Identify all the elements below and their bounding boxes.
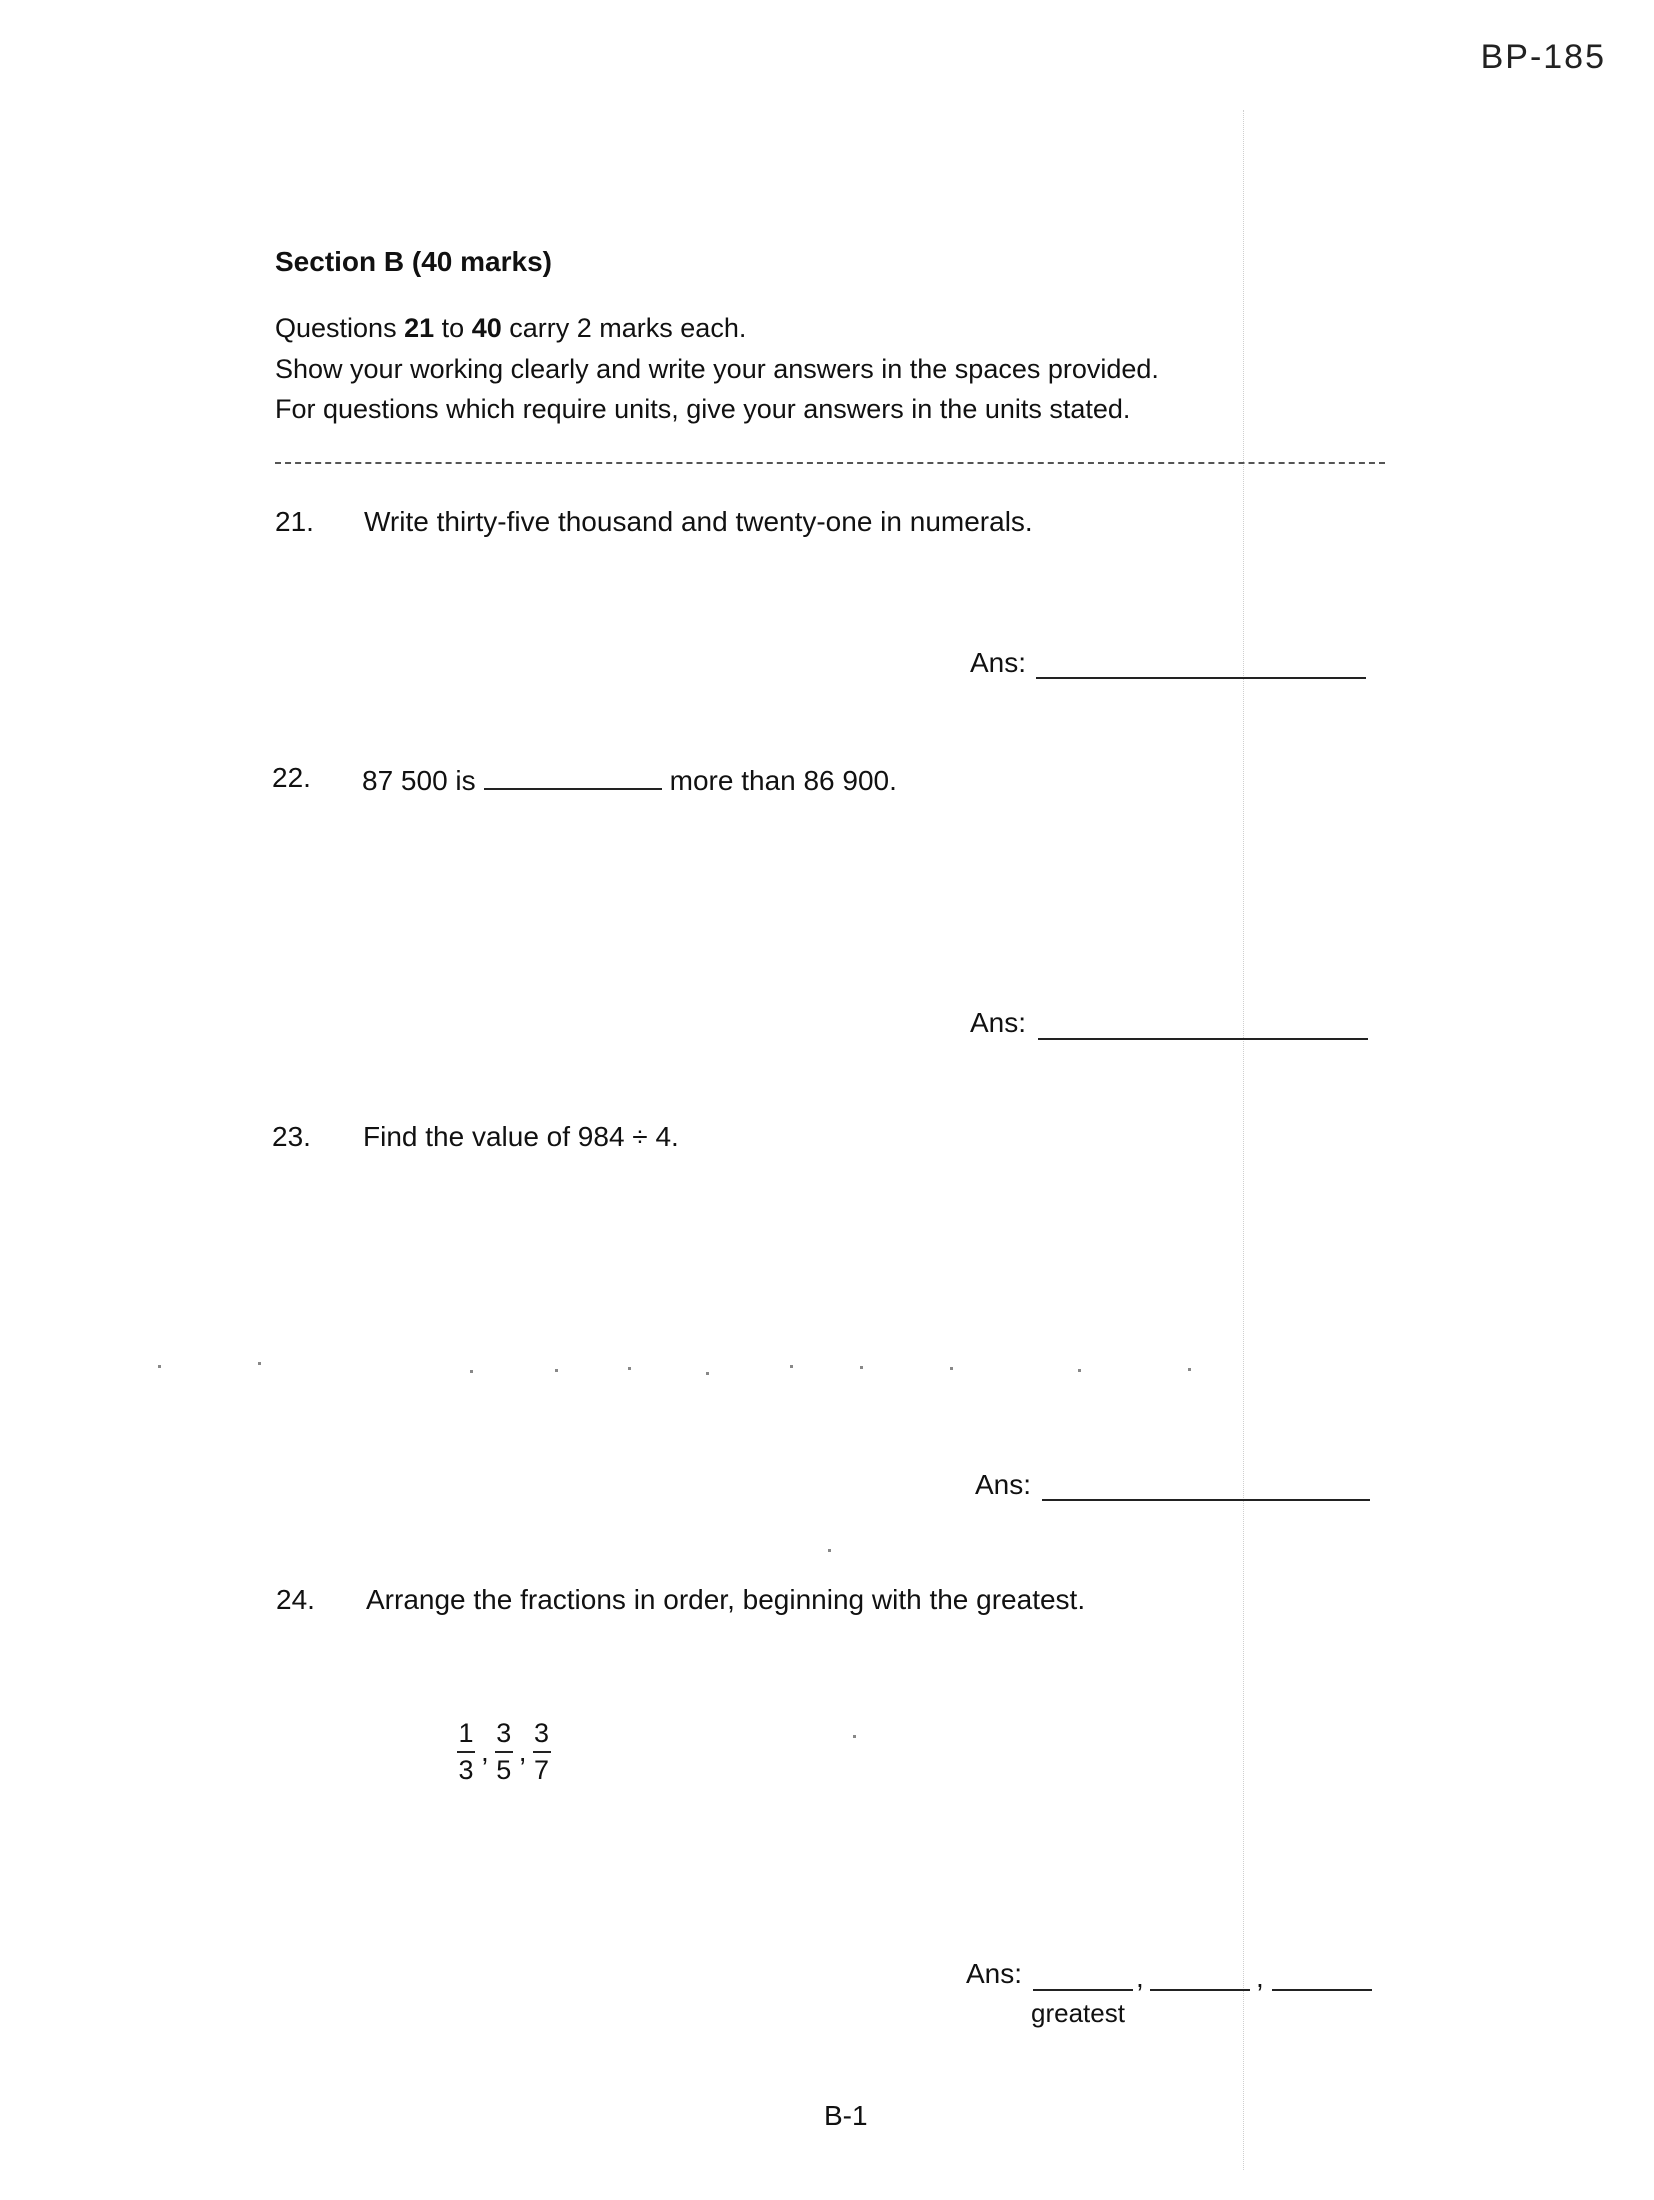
question-22-text [362, 762, 897, 797]
question-22-answer-field[interactable] [1038, 1036, 1368, 1040]
answer-separator: , [1256, 1962, 1264, 1993]
instruction-working: Show your working clearly and write your answers in the spaces provided. [275, 354, 1159, 384]
fraction-1 [457, 1718, 475, 1786]
instruction-prefix: Questions [275, 313, 397, 343]
question-22-text-before: 87 500 is [362, 765, 476, 796]
scan-speck [470, 1370, 473, 1373]
question-22-ans-label: Ans: [970, 1007, 1027, 1038]
fraction-1-numerator: 1 [458, 1718, 474, 1748]
question-21-ans-label: Ans: [970, 647, 1027, 678]
instruction-marks [275, 313, 746, 344]
fraction-2 [495, 1718, 513, 1786]
fraction-bar [457, 1751, 475, 1753]
instruction-suffix: carry 2 marks each. [509, 313, 747, 343]
question-24-number: 24. [276, 1584, 315, 1615]
fraction-separator: , [518, 1736, 527, 1768]
question-21-text: Write thirty-five thousand and twenty-one in numerals. [364, 506, 1033, 537]
scan-speck [853, 1735, 856, 1738]
scan-speck [860, 1366, 863, 1369]
fraction-3-denominator: 7 [534, 1755, 550, 1786]
fraction-separator: , [481, 1736, 489, 1768]
fraction-1-denominator: 3 [458, 1755, 474, 1786]
fraction-bar [533, 1751, 551, 1753]
answer-separator: , [1136, 1962, 1144, 1993]
question-22-inline-blank[interactable] [484, 762, 662, 790]
question-23-number: 23. [272, 1121, 311, 1152]
section-title: Section B (40 marks) [275, 246, 552, 277]
scan-speck [258, 1362, 261, 1365]
question-21-answer-field[interactable] [1036, 675, 1366, 679]
question-21-number: 21. [275, 506, 314, 537]
instruction-units: For questions which require units, give your answers in the units stated. [275, 394, 1131, 424]
margin-line [1243, 110, 1244, 2170]
question-24-text: Arrange the fractions in order, beginning with the greatest. [366, 1584, 1086, 1615]
instruction-mid: to [441, 313, 465, 343]
scan-speck [158, 1365, 161, 1368]
scan-speck [790, 1365, 793, 1368]
document-code: BP-185 [1480, 38, 1606, 76]
scan-speck [828, 1549, 831, 1552]
greatest-label: greatest [1031, 1998, 1125, 2028]
scan-speck [706, 1372, 709, 1375]
fraction-bar [495, 1751, 513, 1753]
scan-speck [628, 1367, 631, 1370]
question-23-answer-field[interactable] [1042, 1497, 1370, 1501]
fraction-3-numerator: 3 [534, 1718, 550, 1748]
fraction-list [455, 1718, 553, 1786]
question-start: 21 [404, 313, 435, 343]
scan-speck [1078, 1369, 1081, 1372]
question-22-text-after: more than 86 900. [669, 765, 897, 796]
question-24-answer-field-1[interactable] [1033, 1987, 1133, 1991]
question-22-number: 22. [272, 762, 311, 793]
question-24-answer-field-3[interactable] [1272, 1987, 1372, 1991]
fraction-2-denominator: 5 [496, 1755, 512, 1786]
question-24-ans-label: Ans: [966, 1958, 1023, 1989]
scan-speck [950, 1367, 953, 1370]
question-24-answer-field-2[interactable] [1150, 1987, 1250, 1991]
scan-speck [555, 1369, 558, 1372]
scan-speck [1188, 1368, 1191, 1371]
question-23-text: Find the value of 984 ÷ 4. [363, 1121, 679, 1152]
section-divider [275, 462, 1385, 464]
question-23-ans-label: Ans: [975, 1469, 1032, 1500]
fraction-3 [533, 1718, 551, 1786]
fraction-2-numerator: 3 [496, 1718, 512, 1748]
page-number: B-1 [824, 2100, 868, 2131]
question-end: 40 [471, 313, 502, 343]
